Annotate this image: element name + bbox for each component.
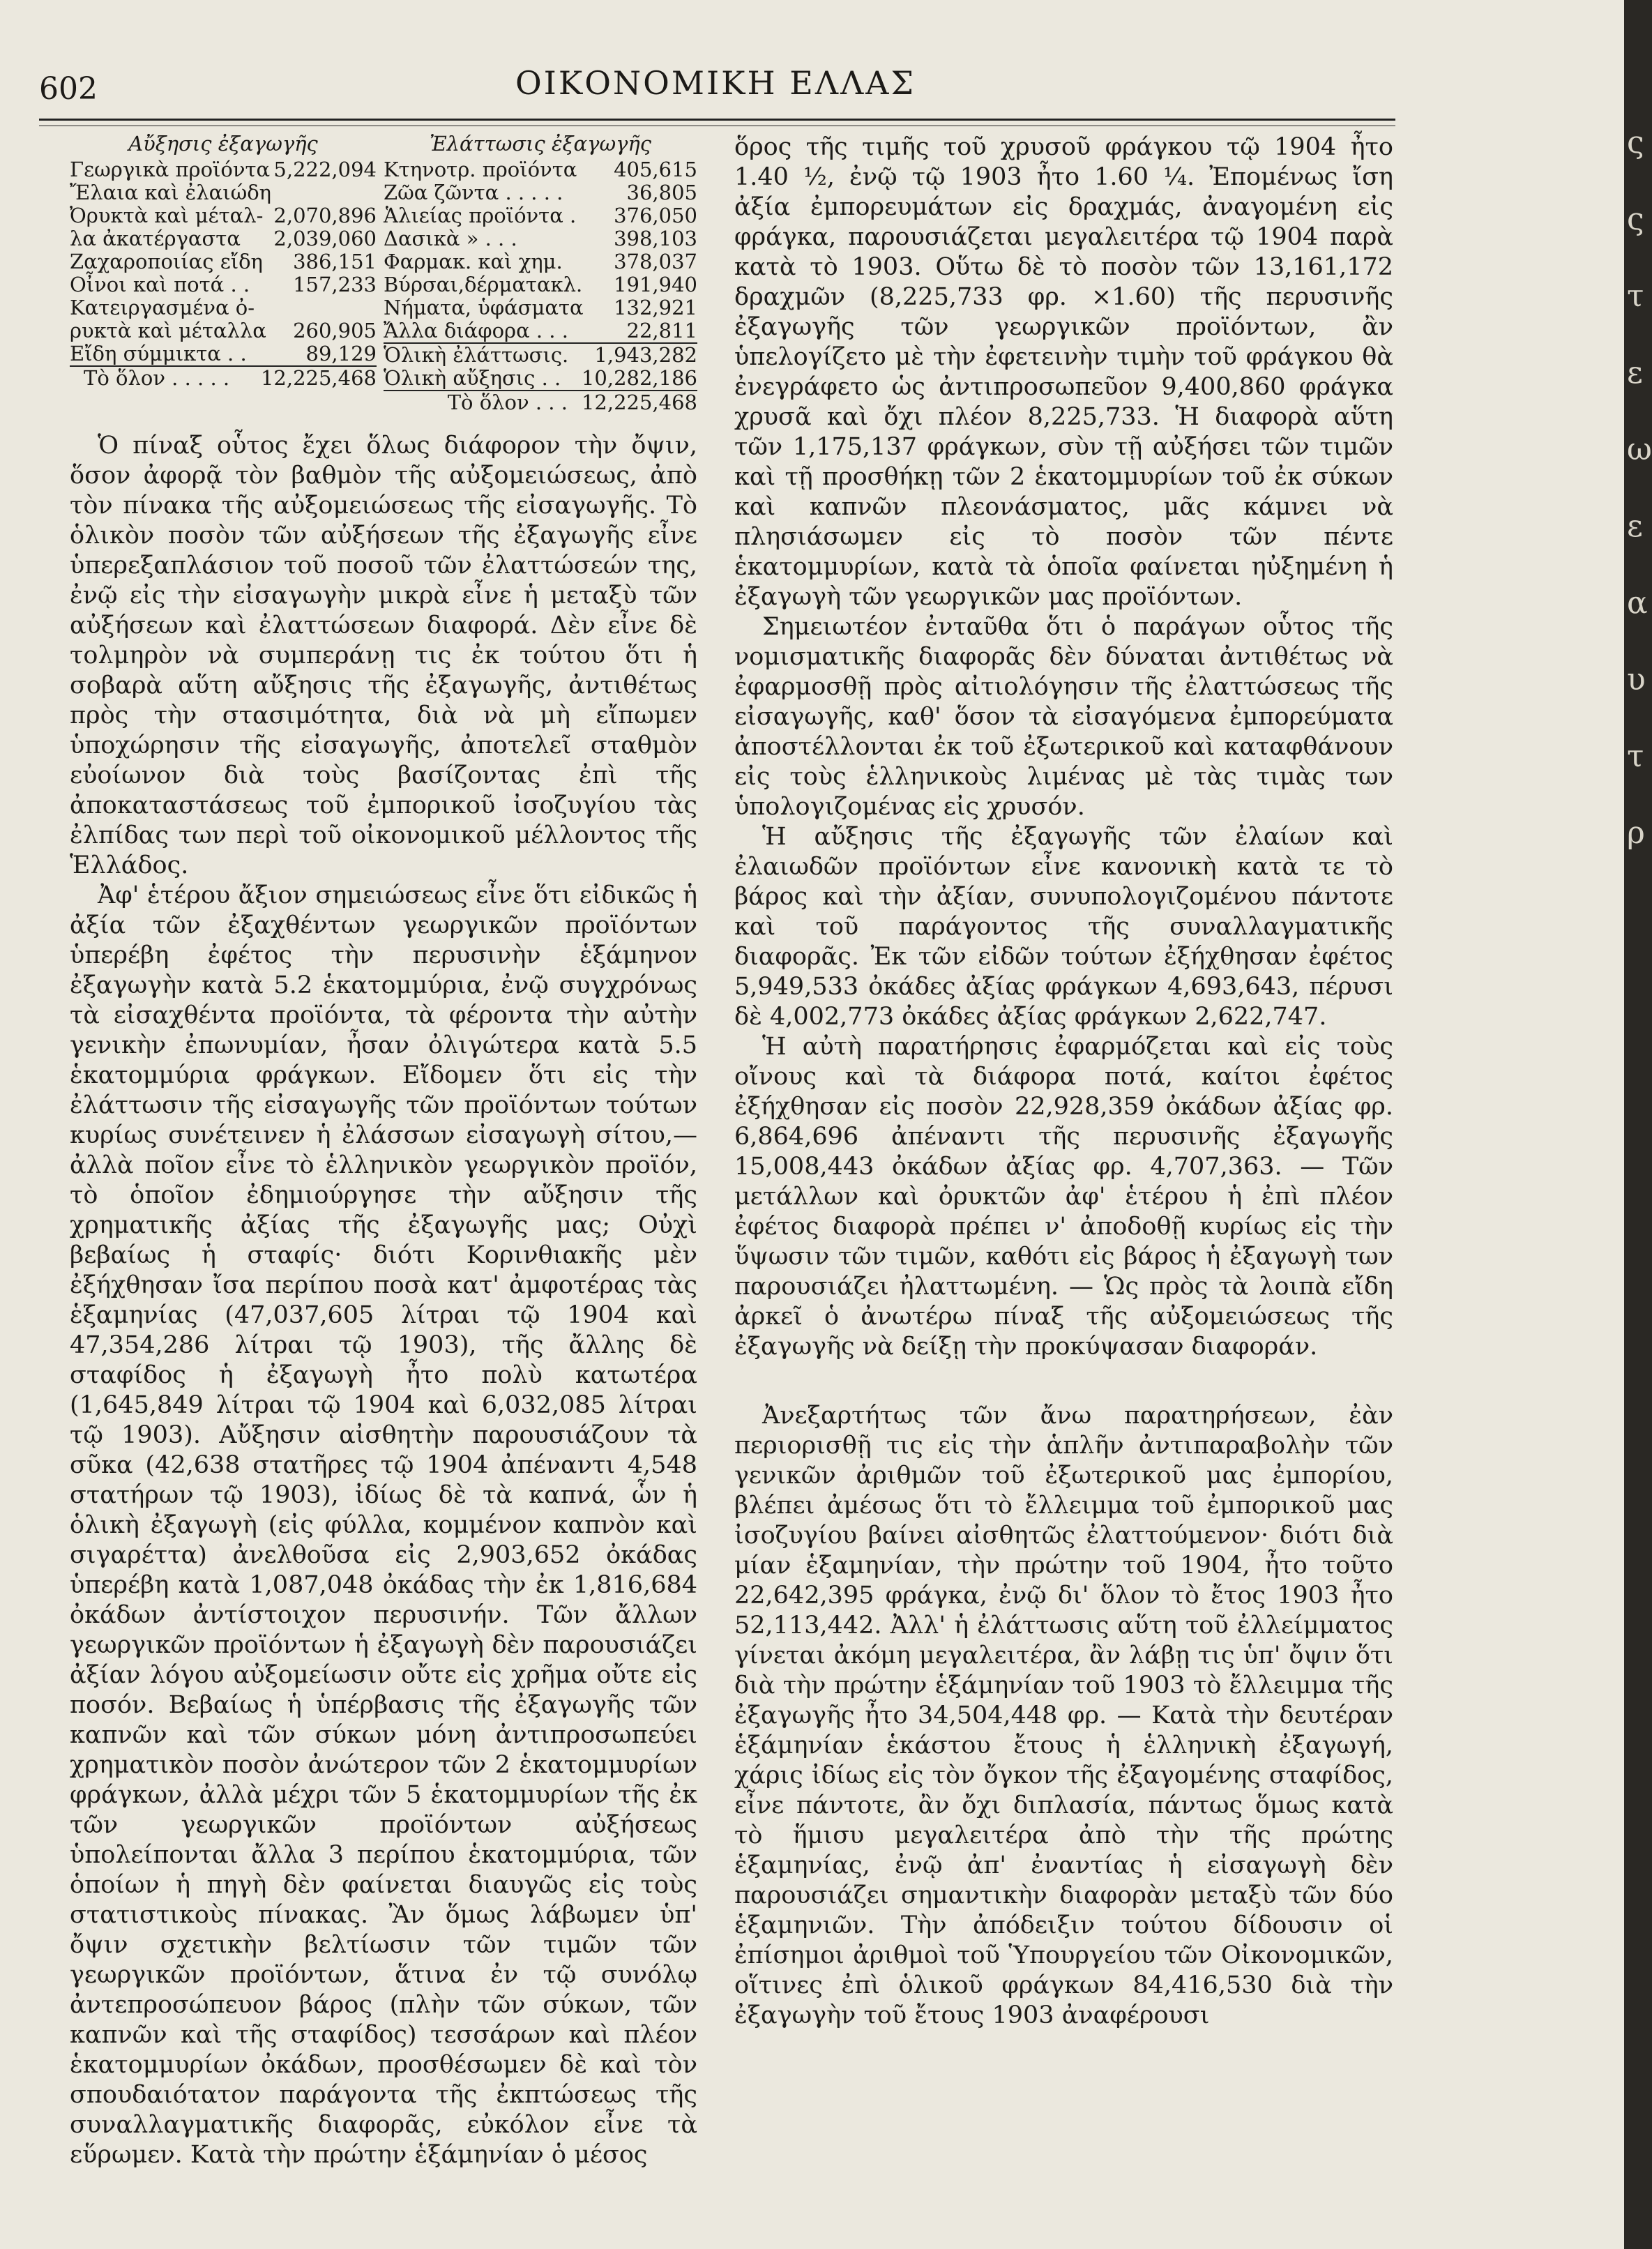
row-label: Δασικὰ » . . .	[384, 227, 517, 250]
row-value: 386,151	[293, 250, 377, 273]
total-value: 12,225,468	[260, 366, 377, 390]
sum-label: Ὁλικὴ ἐλάττωσις.	[384, 343, 569, 367]
total-value: 12,225,468	[581, 391, 697, 414]
row-label: Βύρσαι,δέρματακλ.	[384, 273, 583, 296]
table-row	[384, 181, 697, 204]
table-row	[384, 273, 697, 296]
table-row	[384, 158, 697, 181]
edge-letter: ς	[1627, 125, 1644, 160]
table-row	[70, 319, 377, 342]
total-label: Τὸ ὅλον . . . . .	[84, 366, 230, 390]
edge-letter: ρ	[1627, 815, 1645, 851]
row-value: 132,921	[614, 296, 697, 319]
row-value: 398,103	[614, 227, 697, 250]
running-title: ΟΙΚΟΝΟΜΙΚΗ ΕΛΛΑΣ	[515, 64, 916, 102]
next-page-edge-letters	[1627, 105, 1652, 872]
table-growth-row	[384, 367, 697, 390]
row-value: 2,070,896	[273, 204, 377, 227]
paragraph: Ἀφ' ἑτέρου ἄξιον σημειώσεως εἶνε ὅτι εἰδικῶς ἡ ἀξία τῶν ἐξαχθέντων γεωργικῶν προϊόντων ὑπερέβη ἐφέτος τὴν περυσινὴν ἑξάμηνον ἐξαγωγὴν κατὰ 5.2 ἑκατομμύρια, ἐνῷ συγχρόνως τὰ εἰσαχθέντα προϊόντα, τὰ φέροντα τὴν αὐτὴν γενικὴν ἐπωνυμίαν, ἦσαν ὀλιγώτερα κατὰ 5.5 ἑκατομμύρια φράγκων. Εἴδομεν ὅτι εἰς τὴν ἐλάττωσιν τῆς εἰσαγωγῆς τῶν προϊόντων τούτων κυρίως συνέτεινεν ἡ ἐλάσσων εἰσαγωγὴ σίτου,— ἀλλὰ ποῖον εἶνε τὸ ἑλληνικὸν γεωργικὸν προϊόν, τὸ ὁποῖον ἐδημιούργησε τὴν αὔξησιν τῆς χρηματικῆς ἀξίας τῆς ἐξαγωγῆς μας; Οὐχὶ βεβαίως ἡ σταφίς· διότι Κορινθιακῆς μὲν ἐξήχθησαν ἴσα περίπου ποσὰ κατ' ἀμφοτέρας τὰς ἑξαμηνίας (47,037,605 λίτραι τῷ 1904 καὶ 47,354,286 λίτραι τῷ 1903), τῆς ἄλλης δὲ σταφίδος ἡ ἐξαγωγὴ ἦτο πολὺ κατωτέρα (1,645,849 λίτραι τῷ 1904 καὶ 6,032,085 λίτραι τῷ 1903). Αὔξησιν αἰσθητὴν παρουσιάζουν τὰ σῦκα (42,638 στατῆρες τῷ 1904 ἀπέναντι 4,548 στατήρων τῷ 1903), ἰδίως δὲ τὰ καπνά, ὧν ἡ ὁλικὴ ἐξαγωγὴ (εἰς φύλλα, κομμένον καπνὸν καὶ σιγαρέττα) ἀνελθοῦσα εἰς 2,903,652 ὀκάδας ὑπερέβη κατὰ 1,087,048 ὀκάδας τὴν ἐκ 1,816,684 ὀκάδων ἀντίστοιχον περυσινήν. Τῶν ἄλλων γεωργικῶν προϊόντων ἡ ἐξαγωγὴ δὲν παρουσιάζει ἀξίαν λόγου αὐξομείωσιν οὔτε εἰς χρῆμα οὔτε εἰς ποσόν. Βεβαίως ἡ ὑπέρβασις τῆς ἐξαγωγῆς τῶν καπνῶν καὶ τῶν σύκων μόνη ἀντιπροσωπεύει χρηματικὸν ποσὸν ἀνώτερον τῶν 2 ἑκατομμυρίων φράγκων, ἀλλὰ μέχρι τῶν 5 ἑκατομμυρίων τῆς ἐκ τῶν γεωργικῶν προϊόντων αὐξήσεως ὑπολείπονται ἄλλα 3 περίπου ἑκατομμύρια, τῶν ὁποίων ἡ πηγὴ δὲν φαίνεται διαυγῶς εἰς τοὺς στατιστικοὺς πίνακας. Ἂν ὅμως λάβωμεν ὑπ' ὄψιν σχετικὴν βελτίωσιν τῶν τιμῶν τῶν γεωργικῶν προϊόντων, ἅτινα ἐν τῷ συνόλῳ ἀντεπροσώπευον βάρος (πλὴν τῶν σύκων, τῶν καπνῶν καὶ τῆς σταφίδος) τεσσάρων καὶ πλέον ἑκατομμυρίων ὀκάδων, προσθέσωμεν δὲ καὶ τὸν σπουδαιότατον παράγοντα τῆς ἐκπτώσεως τῆς συναλλαγματικῆς διαφορᾶς, εὐκόλον εἶνε τὰ εὕρωμεν. Κατὰ τὴν πρώτην ἑξάμηνίαν ὁ μέσος	[70, 881, 697, 2169]
left-column	[70, 132, 697, 2170]
table-caption: Αὔξησις ἐξαγωγῆς	[128, 132, 318, 156]
row-value: 89,129	[305, 342, 377, 365]
row-value: 405,615	[614, 158, 697, 181]
table-row	[70, 227, 377, 250]
table-row	[70, 296, 377, 319]
paragraph: Ἀνεξαρτήτως τῶν ἄνω παρατηρήσεων, ἐὰν περιορισθῇ τις εἰς τὴν ἁπλῆν ἀντιπαραβολὴν τῶν γενικῶν ἀριθμῶν τοῦ ἐξωτερικοῦ μας ἐμπορίου, βλέπει ἀμέσως ὅτι τὸ ἔλλειμμα τοῦ ἐμπορικοῦ μας ἰσοζυγίου βαίνει αἰσθητῶς ἐλαττούμενον· διότι διὰ μίαν ἑξαμηνίαν, τὴν πρώτην τοῦ 1904, ἦτο τοῦτο 22,642,395 φράγκα, ἐνῷ δι' ὅλον τὸ ἔτος 1903 ἦτο 52,113,442. Ἀλλ' ἡ ἐλάττωσις αὕτη τοῦ ἐλλείμματος γίνεται ἀκόμη μεγαλειτέρα, ἂν λάβῃ τις ὑπ' ὄψιν ὅτι διὰ τὴν πρώτην ἑξάμηνίαν τοῦ 1903 τὸ ἔλλειμμα τῆς ἐξαγωγῆς ἦτο 34,504,448 φρ. — Κατὰ τὴν δευτέραν ἑξάμηνίαν ἑκάστου ἔτους ἡ ἑλληνικὴ ἐξαγωγή, χάρις ἰδίως εἰς τὸν ὄγκον τῆς ἐξαγομένης σταφίδος, εἶνε πάντοτε, ἂν ὄχι διπλασία, πάντως ὅμως κατὰ τὸ ἥμισυ μεγαλειτέρα ἀπὸ τὴν τῆς πρώτης ἑξαμηνίας, ἐνῷ ἀπ' ἐναντίας ἡ εἰσαγωγὴ δὲν παρουσιάζει σημαντικὴν διαφορὰν μεταξὺ τῶν δύο ἑξαμηνιῶν. Τὴν ἀπόδειξιν τούτου δίδουσιν οἱ ἐπίσημοι ἀριθμοὶ τοῦ Ὑπουργείου τῶν Οἰκονομικῶν, οἵτινες ἐπὶ ὁλικοῦ φράγκων 84,416,530 διὰ τὴν ἐξαγωγὴν τοῦ ἔτους 1903 ἀναφέρουσι	[734, 1402, 1393, 2029]
table-row	[70, 250, 377, 273]
table-row	[384, 250, 697, 273]
table-increase	[70, 132, 377, 414]
header-rule	[39, 119, 1395, 121]
table-row	[384, 319, 697, 342]
table-row	[70, 342, 377, 365]
edge-letter: ε	[1627, 355, 1643, 391]
table-row	[70, 204, 377, 227]
table-row	[384, 227, 697, 250]
sum-value: 1,943,282	[594, 343, 697, 367]
paragraph: Ἡ αὐτὴ παρατήρησις ἐφαρμόζεται καὶ εἰς τοὺς οἴνους καὶ τὰ διάφορα ποτά, καίτοι ἐφέτος ἐξήχθησαν εἰς ποσὸν 22,928,359 ὀκάδων ἀξίας φρ. 6,864,696 ἀπέναντι τῆς περυσινῆς ἐξαγωγῆς 15,008,443 ὀκάδων ἀξίας φρ. 4,707,363. — Τῶν μετάλλων καὶ ὀρυκτῶν ἀφ' ἑτέρου ἡ ἐπὶ πλέον ἐφέτος διαφορὰ πρέπει ν' ἀποδοθῇ κυρίως εἰς τὴν ὕψωσιν τῶν τιμῶν, καθότι εἰς βάρος ἡ ἐξαγωγὴ των παρουσιάζει ἠλαττωμένη. — Ὡς πρὸς τὰ λοιπὰ εἴδη ἀρκεῖ ὁ ἀνωτέρω πίναξ τῆς αὐξομειώσεως τῆς ἐξαγωγῆς νὰ δείξῃ τὴν προκύψασαν διαφοράν.	[734, 1033, 1393, 1361]
total-label: Τὸ ὅλον . . .	[447, 391, 568, 414]
table-caption: Ἐλάττωσις ἐξαγωγῆς	[429, 132, 652, 156]
right-column	[734, 132, 1393, 2031]
page-header	[39, 64, 1392, 113]
row-value: 2,039,060	[273, 227, 377, 250]
row-label: Ζῶα ζῶντα . . . . .	[384, 181, 563, 204]
row-value: 22,811	[626, 319, 697, 342]
row-value: 376,050	[614, 204, 697, 227]
paragraph: Σημειωτέον ἐνταῦθα ὅτι ὁ παράγων οὗτος τῆς νομισματικῆς διαφορᾶς δὲν δύναται ἀντιθέτως νὰ ἐφαρμοσθῇ πρὸς αἰτιολόγησιν τῆς ἐλαττώσεως τῆς εἰσαγωγῆς, καθ' ὅσον τὰ εἰσαγόμενα ἐμπορεύματα ἀποστέλλονται ἐκ τοῦ ἐξωτερικοῦ καὶ καταφθάνουν εἰς τοὺς ἑλληνικοὺς λιμένας μὲ τὰς τιμὰς των ὑπολογιζομένας εἰς χρυσόν.	[734, 613, 1393, 821]
row-label: Γεωργικὰ προϊόντα	[70, 158, 271, 181]
paragraph: Ὁ πίναξ οὗτος ἔχει ὅλως διάφορον τὴν ὄψιν, ὅσον ἀφορᾷ τὸν βαθμὸν τῆς αὐξομειώσεως, ἀπὸ τὸν πίνακα τῆς αὐξομειώσεως τῆς εἰσαγωγῆς. Τὸ ὁλικὸν ποσὸν τῶν αὐξήσεων τῆς ἐξαγωγῆς εἶνε ὑπερεξαπλάσιον τοῦ ποσοῦ τῶν ἐλαττώσεών της, ἐνῷ εἰς τὴν εἰσαγωγὴν μικρὰ εἶνε ἡ μεταξὺ τῶν αὐξήσεων καὶ ἐλαττώσεων διαφορά. Δὲν εἶνε δὲ τολμηρὸν νὰ συμπεράνῃ τις ἐκ τούτου ὅτι ἡ σοβαρὰ αὕτη αὔξησις τῆς ἐξαγωγῆς, ἀντιθέτως πρὸς τὴν στασιμότητα, διὰ νὰ μὴ εἴπωμεν ὑποχώρησιν τῆς εἰσαγωγῆς, ἀποτελεῖ σταθμὸν εὐοίωνον διὰ τοὺς βασίζοντας ἐπὶ τῆς ἀποκαταστάσεως τοῦ ἐμπορικοῦ ἰσοζυγίου τὰς ἐλπίδας των περὶ τοῦ οἰκονομικοῦ μέλλοντος τῆς Ἑλλάδος.	[70, 432, 697, 879]
row-label: Νήματα, ὑφάσματα	[384, 296, 584, 319]
row-label: Ἄλλα διάφορα . . .	[384, 319, 568, 342]
edge-letter: ω	[1627, 432, 1652, 467]
table-rows	[70, 158, 377, 365]
row-label: Φαρμακ. καὶ χημ.	[384, 250, 563, 273]
row-value: 378,037	[614, 250, 697, 273]
row-value: 191,940	[614, 273, 697, 296]
row-label: Εἴδη σύμμικτα . .	[70, 342, 247, 365]
edge-letter: ε	[1627, 508, 1643, 544]
row-label: Ὀρυκτὰ καὶ μέταλ-	[70, 204, 264, 227]
edge-letter: τ	[1627, 739, 1644, 774]
table-decrease	[384, 132, 697, 414]
table-total-row	[70, 365, 377, 390]
row-label: Ζαχαροποιίας εἴδη	[70, 250, 263, 273]
edge-letter: ς	[1627, 202, 1644, 237]
growth-label: Ὁλικὴ αὔξησις . .	[384, 366, 561, 390]
row-label: ρυκτὰ καὶ μέταλλα	[70, 319, 266, 342]
table-row	[384, 204, 697, 227]
edge-letter: υ	[1627, 662, 1646, 697]
row-label: Κατειργασμένα ὀ-	[70, 296, 255, 319]
table-row	[384, 296, 697, 319]
book-spine	[1624, 0, 1652, 2249]
row-label: Κτηνοτρ. προϊόντα	[384, 158, 577, 181]
growth-value: 10,282,186	[581, 366, 697, 390]
row-label: Οἶνοι καὶ ποτά . .	[70, 273, 250, 296]
edge-letter: τ	[1627, 278, 1644, 314]
table-row	[70, 158, 377, 181]
row-value: 5,222,094	[273, 158, 377, 181]
table-row	[70, 273, 377, 296]
table-total-row	[384, 390, 697, 414]
row-label: Ἁλιείας προϊόντα .	[384, 204, 577, 227]
export-tables	[70, 132, 697, 414]
table-rows	[384, 158, 697, 342]
paragraph: ὅρος τῆς τιμῆς τοῦ χρυσοῦ φράγκου τῷ 1904 ἦτο 1.40 ½, ἐνῷ τῷ 1903 ἦτο 1.60 ¼. Ἐπομένως ἴση ἀξία ἐμπορευμάτων εἰς δραχμάς, ἀναγομένη εἰς φράγκα, παρουσιάζεται μεγαλειτέρα τῷ 1904 παρὰ κατὰ τὸ 1903. Οὕτω δὲ τὸ ποσὸν τῶν 13,161,172 δραχμῶν (8,225,733 φρ. ×1.60) τῆς περυσινῆς ἐξαγωγῆς τῶν γεωργικῶν προϊόντων, ἂν ὑπελογίζετο μὲ τὴν ἐφετεινὴν τιμὴν τοῦ φράγκου θὰ ἐνεγράφετο ὡς ἀντιπροσωπεῦον 9,400,860 φράγκα χρυσᾶ καὶ ὄχι πλέον 8,225,733. Ἡ διαφορὰ αὕτη τῶν 1,175,137 φράγκων, σὺν τῇ αὐξήσει τῶν τιμῶν καὶ τῇ προσθήκῃ τῶν 2 ἑκατομμυρίων τοῦ ἐκ σύκων καὶ καπνῶν πλεονάσματος, μᾶς κάμνει νὰ πλησιάσωμεν εἰς τὸ ποσὸν τῶν πέντε ἑκατομμυρίων, κατὰ τὰ ὁποῖα φαίνεται ηὐξημένη ἡ ἐξαγωγὴ τῶν γεωργικῶν μας προϊόντων.	[734, 133, 1393, 611]
row-value: 36,805	[626, 181, 697, 204]
row-label: λα ἀκατέργαστα	[70, 227, 241, 250]
table-row	[70, 181, 377, 204]
table-sum-row	[384, 342, 697, 367]
row-value: 157,233	[293, 273, 377, 296]
row-label: Ἔλαια καὶ ἐλαιώδη	[70, 181, 272, 204]
row-value: 260,905	[293, 319, 377, 342]
page-number: 602	[39, 71, 98, 107]
paragraph: Ἡ αὔξησις τῆς ἐξαγωγῆς τῶν ἐλαίων καὶ ἐλαιωδῶν προϊόντων εἶνε κανονικὴ κατὰ τε τὸ βάρος καὶ τὴν ἀξίαν, συνυπολογιζομένου πάντοτε καὶ τοῦ παράγοντος τῆς συναλλαγματικῆς διαφορᾶς. Ἐκ τῶν εἰδῶν τούτων ἐξήχθησαν ἐφέτος 5,949,533 ὀκάδες ἀξίας φράγκων 4,693,643, πέρυσι δὲ 4,002,773 ὀκάδες ἀξίας φράγκων 2,622,747.	[734, 823, 1393, 1031]
edge-letter: α	[1627, 585, 1648, 621]
